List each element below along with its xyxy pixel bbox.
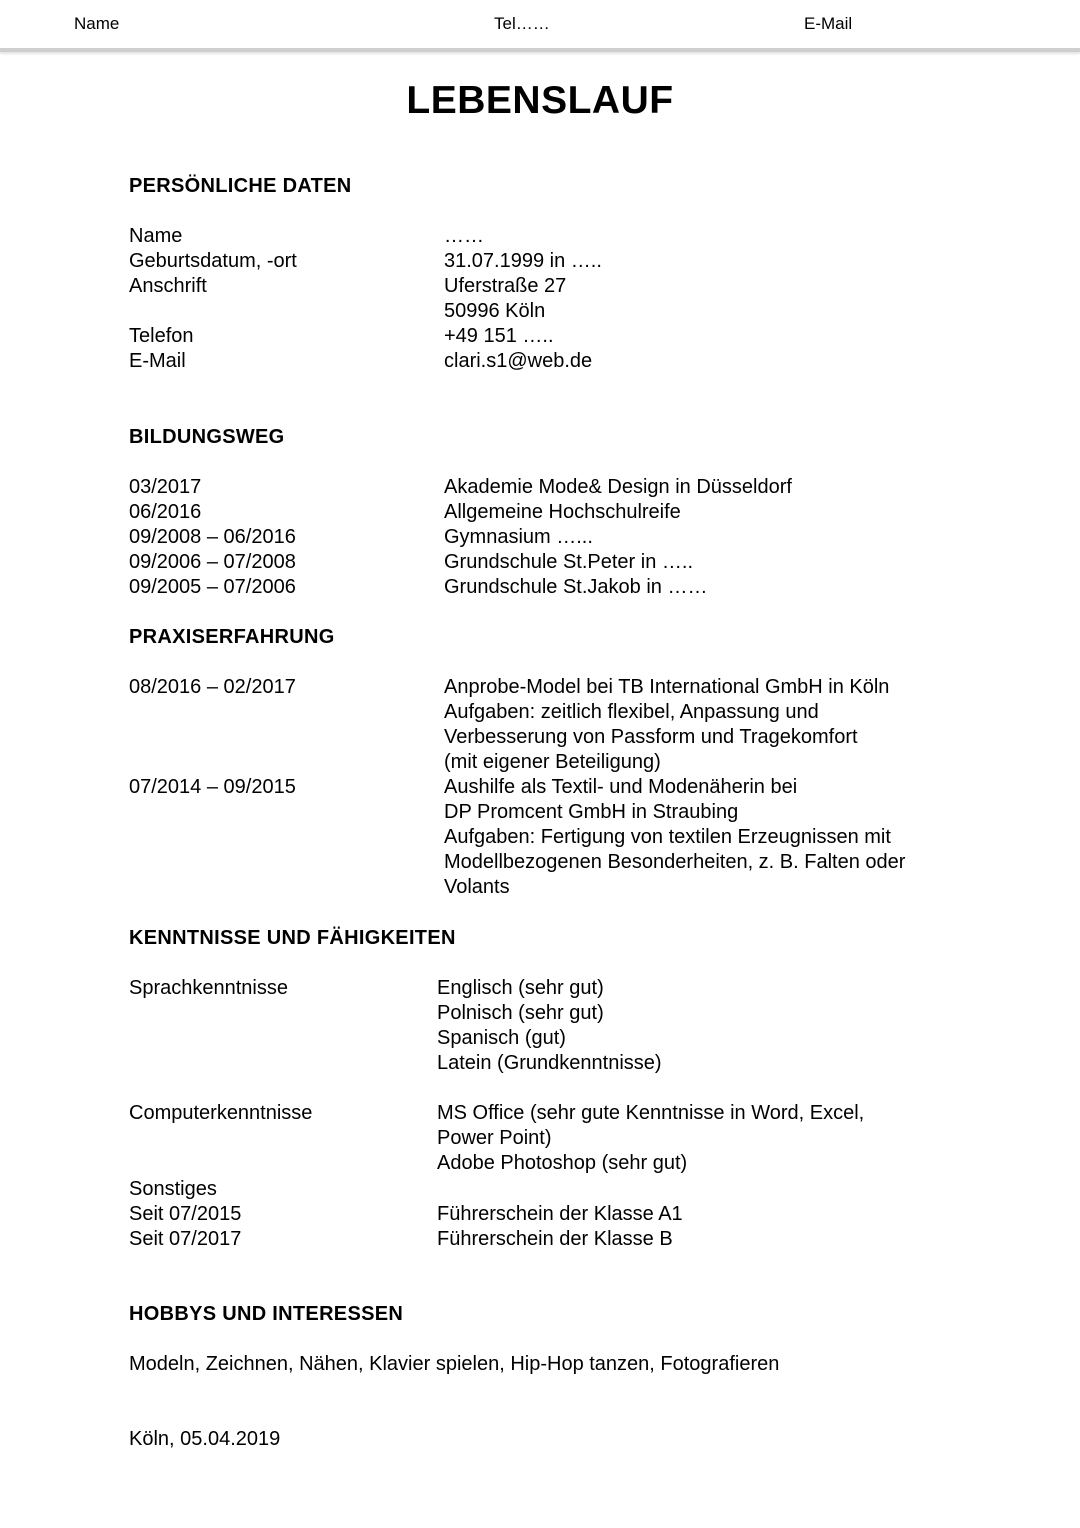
education-date: 06/2016	[129, 501, 202, 523]
education-item: Grundschule St.Jakob in ……	[444, 576, 708, 598]
education-date: 09/2008 – 06/2016	[129, 526, 296, 548]
personal-label: Telefon	[129, 325, 194, 347]
education-date: 03/2017	[129, 476, 202, 498]
personal-heading: PERSÖNLICHE DATEN	[129, 175, 352, 197]
education-item: Akademie Mode& Design in Düsseldorf	[444, 476, 792, 498]
computer-list	[437, 1101, 864, 1176]
practice-line: Volants	[444, 876, 510, 898]
personal-values	[444, 224, 602, 374]
computer-item: MS Office (sehr gute Kenntnisse in Word, Excel,	[437, 1102, 865, 1124]
personal-value: 31.07.1999 in …..	[444, 250, 602, 272]
personal-value: +49 151 …..	[444, 325, 554, 347]
computer-item: Adobe Photoshop (sehr gut)	[437, 1152, 688, 1174]
other-list	[437, 1202, 683, 1252]
language-item: Latein (Grundkenntnisse)	[437, 1052, 662, 1074]
practice-line: Anprobe-Model bei TB International GmbH in Köln	[444, 676, 890, 698]
practice-date: 08/2016 – 02/2017	[129, 676, 296, 698]
education-dates	[129, 475, 296, 600]
personal-label	[129, 299, 297, 324]
language-item: Englisch (sehr gut)	[437, 977, 604, 999]
personal-label: Anschrift	[129, 275, 207, 297]
education-item: Grundschule St.Peter in …..	[444, 551, 694, 573]
languages-label: Sprachkenntnisse	[129, 977, 288, 999]
other-item: Führerschein der Klasse A1	[437, 1203, 683, 1225]
practice-line: (mit eigener Beteiligung)	[444, 751, 661, 773]
hobbies-text: Modeln, Zeichnen, Nähen, Klavier spielen, Hip-Hop tanzen, Fotografieren	[129, 1353, 780, 1375]
computer-label: Computerkenntnisse	[129, 1102, 313, 1124]
personal-value: ……	[444, 225, 484, 247]
education-item: Gymnasium …...	[444, 526, 593, 548]
practice-heading: PRAXISERFAHRUNG	[129, 626, 335, 648]
practice-line: Aushilfe als Textil- und Modenäherin bei	[444, 776, 798, 798]
education-item: Allgemeine Hochschulreife	[444, 501, 681, 523]
education-items	[444, 475, 792, 600]
education-heading: BILDUNGSWEG	[129, 426, 285, 448]
personal-label: Name	[129, 225, 183, 247]
other-label: Sonstiges	[129, 1178, 217, 1200]
page-header	[0, 0, 1080, 52]
practice-entry	[444, 675, 889, 775]
other-date: Seit 07/2015	[129, 1203, 242, 1225]
practice-entry	[444, 775, 905, 900]
other-labels	[129, 1177, 241, 1252]
language-item: Polnisch (sehr gut)	[437, 1002, 604, 1024]
place-date: Köln, 05.04.2019	[129, 1428, 281, 1450]
personal-labels	[129, 224, 297, 374]
skills-heading: KENNTNISSE UND FÄHIGKEITEN	[129, 927, 456, 949]
personal-value: Uferstraße 27	[444, 275, 567, 297]
practice-line: Aufgaben: zeitlich flexibel, Anpassung und	[444, 701, 819, 723]
header-email-label: E-Mail	[804, 14, 853, 33]
computer-item: Power Point)	[437, 1127, 552, 1149]
personal-value: clari.s1@web.de	[444, 350, 593, 372]
header-tel-label: Tel……	[494, 14, 550, 33]
other-date: Seit 07/2017	[129, 1228, 242, 1250]
personal-label: E-Mail	[129, 350, 186, 372]
language-item: Spanisch (gut)	[437, 1027, 566, 1049]
practice-line: Modellbezogenen Besonderheiten, z. B. Falten oder	[444, 851, 906, 873]
page-title: LEBENSLAUF	[406, 79, 674, 122]
personal-value: 50996 Köln	[444, 300, 546, 322]
practice-line: Verbesserung von Passform und Tragekomfort	[444, 726, 858, 748]
personal-label: Geburtsdatum, -ort	[129, 250, 297, 272]
practice-line: Aufgaben: Fertigung von textilen Erzeugnissen mit	[444, 826, 891, 848]
practice-date: 07/2014 – 09/2015	[129, 776, 296, 798]
header-name-label: Name	[74, 14, 120, 33]
other-item: Führerschein der Klasse B	[437, 1228, 673, 1250]
education-date: 09/2006 – 07/2008	[129, 551, 296, 573]
practice-line: DP Promcent GmbH in Straubing	[444, 801, 739, 823]
education-date: 09/2005 – 07/2006	[129, 576, 296, 598]
languages-list	[437, 976, 662, 1076]
hobbies-heading: HOBBYS UND INTERESSEN	[129, 1303, 404, 1325]
